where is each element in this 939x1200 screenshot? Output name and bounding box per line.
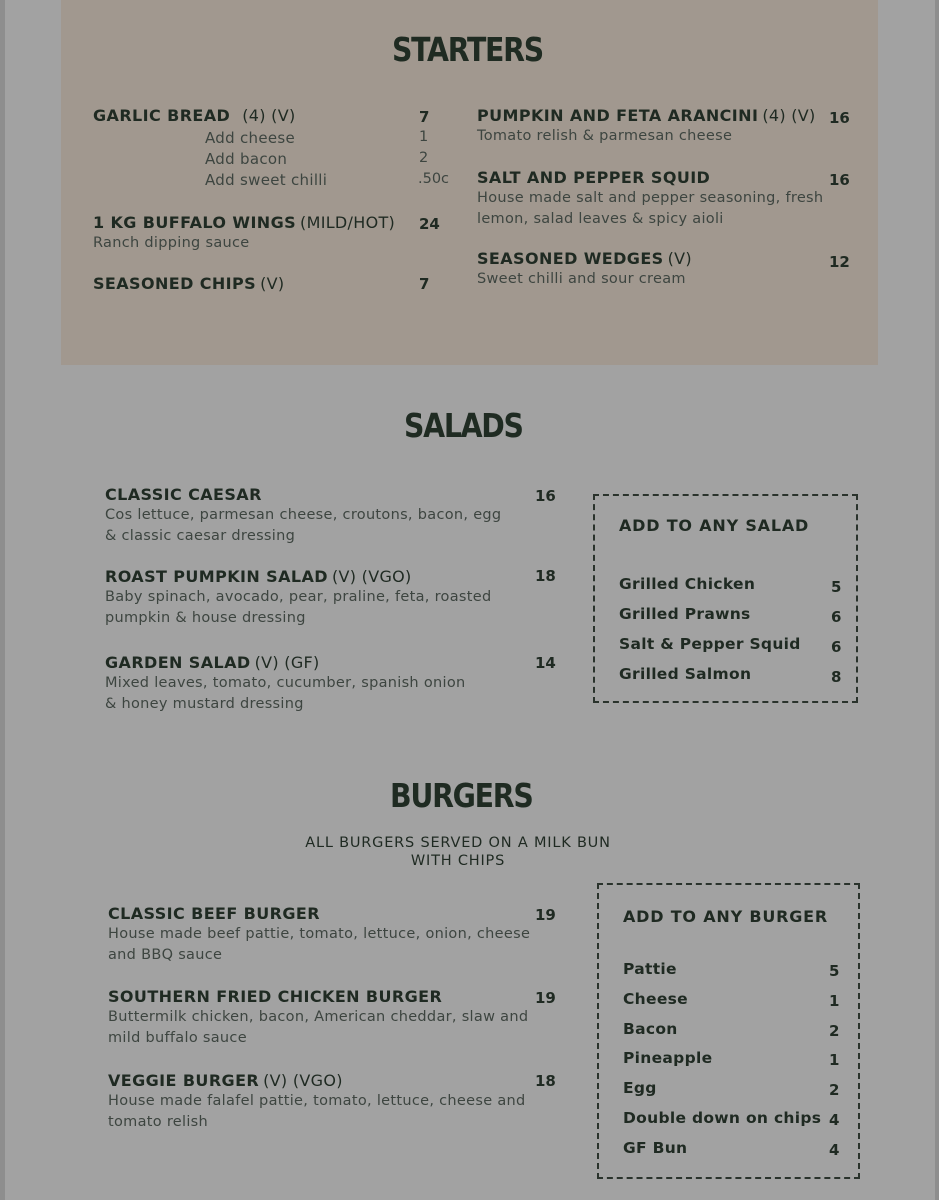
addon-price: .50c: [418, 171, 450, 187]
item-description: & classic caesar dressing: [105, 528, 296, 544]
menu-item-seasoned-chips: [93, 274, 284, 293]
addon-label: Grilled Salmon: [619, 665, 752, 683]
addon-price: 5: [829, 962, 840, 980]
addon-label: Cheese: [623, 990, 688, 1008]
item-tags: (V) (GF): [254, 653, 320, 672]
item-description: Buttermilk chicken, bacon, American cheddar, slaw and: [108, 1009, 529, 1025]
addon-label: Grilled Chicken: [619, 575, 756, 593]
item-name: SEASONED CHIPS: [93, 274, 257, 293]
item-name: VEGGIE BURGER: [108, 1071, 260, 1090]
item-description: Tomato relish & parmesan cheese: [477, 128, 733, 144]
addon-price: 1: [419, 129, 429, 145]
item-price: 19: [535, 989, 556, 1007]
addon-label: Grilled Prawns: [619, 605, 751, 623]
page-border-right: [935, 0, 939, 1200]
item-name: GARDEN SALAD: [105, 653, 251, 672]
addon-label: Pattie: [623, 960, 677, 978]
addon-price: 2: [829, 1022, 840, 1040]
addon-price: 1: [829, 992, 840, 1010]
addon-price: 4: [829, 1111, 840, 1129]
item-price: 16: [829, 171, 850, 189]
addon-price: 6: [831, 608, 842, 626]
addon-price: 6: [831, 638, 842, 656]
addon-label: Egg: [623, 1079, 657, 1097]
item-description: lemon, salad leaves & spicy aioli: [477, 211, 724, 227]
item-name: ROAST PUMPKIN SALAD: [105, 567, 328, 586]
item-price: 24: [419, 215, 440, 233]
item-name: SOUTHERN FRIED CHICKEN BURGER: [108, 987, 443, 1006]
menu-item-arancini: [477, 106, 816, 147]
menu-item-garlic-bread: [93, 106, 296, 125]
item-price: 16: [829, 109, 850, 127]
item-description: pumpkin & house dressing: [105, 610, 306, 626]
item-tags: (V): [260, 274, 285, 293]
item-description: & honey mustard dressing: [105, 696, 304, 712]
item-description: tomato relish: [108, 1114, 208, 1130]
item-price: 14: [535, 654, 556, 672]
item-price: 12: [829, 253, 850, 271]
menu-item-seasoned-wedges: [477, 249, 692, 290]
item-price: 16: [535, 487, 556, 505]
item-name: SALT AND PEPPER SQUID: [477, 168, 711, 187]
item-name: SEASONED WEDGES: [477, 249, 664, 268]
menu-item-buffalo-wings: [93, 213, 395, 254]
item-name: CLASSIC BEEF BURGER: [108, 904, 320, 923]
page-border-left: [0, 0, 5, 1200]
item-name: CLASSIC CAESAR: [105, 485, 262, 504]
item-description: mild buffalo sauce: [108, 1030, 247, 1046]
item-price: 7: [419, 108, 430, 126]
addon-label: GF Bun: [623, 1139, 688, 1157]
item-tags: (V) (VGO): [263, 1071, 343, 1090]
item-tags: (4) (V): [762, 106, 816, 125]
item-description: Cos lettuce, parmesan cheese, croutons, bacon, egg: [105, 507, 502, 523]
burgers-note-line: WITH CHIPS: [410, 853, 506, 869]
burger-addons-title: ADD TO ANY BURGER: [623, 907, 829, 926]
addon-price: 4: [829, 1141, 840, 1159]
menu-item-salt-pepper-squid: [477, 168, 823, 230]
menu-item-classic-caesar: [105, 485, 501, 547]
burgers-title: BURGERS: [390, 776, 533, 815]
item-price: 7: [419, 275, 430, 293]
starters-title: STARTERS: [392, 30, 543, 69]
item-description: Ranch dipping sauce: [93, 235, 250, 251]
item-description: Sweet chilli and sour cream: [477, 271, 686, 287]
item-price: 18: [535, 1072, 556, 1090]
item-price: 18: [535, 567, 556, 585]
addon-label: Add cheese: [205, 129, 296, 147]
addon-price: 2: [829, 1081, 840, 1099]
burgers-note-line: ALL BURGERS SERVED ON A MILK BUN: [305, 835, 611, 851]
addon-price: 1: [829, 1051, 840, 1069]
menu-item-veggie-burger: [108, 1071, 526, 1133]
salads-title: SALADS: [404, 406, 523, 445]
item-tags: (V) (VGO): [331, 567, 412, 586]
salad-addons-title: ADD TO ANY SALAD: [619, 516, 810, 535]
item-tags: (MILD/HOT): [300, 213, 396, 232]
addon-label: Salt & Pepper Squid: [619, 635, 801, 653]
item-tags: (V): [667, 249, 692, 268]
addon-price: 8: [831, 668, 842, 686]
addon-label: Double down on chips: [623, 1109, 822, 1127]
addon-label: Pineapple: [623, 1049, 713, 1067]
menu-item-classic-beef-burger: [108, 904, 530, 966]
item-name: 1 KG BUFFALO WINGS: [93, 213, 297, 232]
item-description: Baby spinach, avocado, pear, praline, feta, roasted: [105, 589, 492, 605]
addon-label: Bacon: [623, 1020, 678, 1038]
addon-price: 2: [419, 150, 429, 166]
item-description: Mixed leaves, tomato, cucumber, spanish onion: [105, 675, 466, 691]
item-price: 19: [535, 906, 556, 924]
addon-label: Add sweet chilli: [205, 171, 328, 189]
item-description: and BBQ sauce: [108, 947, 223, 963]
burgers-note: [258, 834, 658, 870]
addon-price: 5: [831, 578, 842, 596]
addon-label: Add bacon: [205, 150, 288, 168]
menu-item-roast-pumpkin-salad: [105, 567, 491, 629]
item-name: GARLIC BREAD: [93, 106, 231, 125]
item-description: House made salt and pepper seasoning, fresh: [477, 190, 824, 206]
menu-item-southern-fried-chicken-burger: [108, 987, 528, 1049]
item-name: PUMPKIN AND FETA ARANCINI: [477, 106, 759, 125]
item-description: House made falafel pattie, tomato, lettuce, cheese and: [108, 1093, 526, 1109]
menu-item-garden-salad: [105, 653, 465, 715]
item-tags: (4) (V): [242, 106, 296, 125]
item-description: House made beef pattie, tomato, lettuce, onion, cheese: [108, 926, 531, 942]
